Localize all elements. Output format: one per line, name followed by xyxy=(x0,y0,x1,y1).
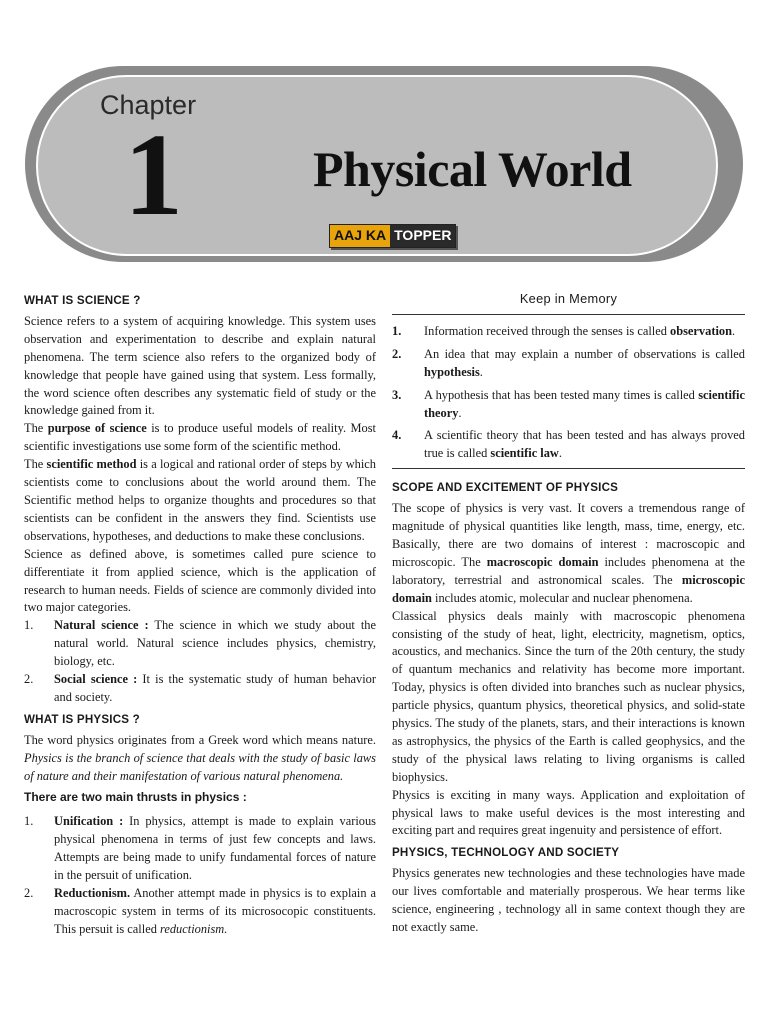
chapter-number: 1 xyxy=(124,109,183,240)
heading-technology-society: PHYSICS, TECHNOLOGY AND SOCIETY xyxy=(392,846,620,860)
chapter-label: Chapter xyxy=(100,90,197,120)
chapter-title: Physical World xyxy=(313,141,632,197)
keep-in-memory-divider xyxy=(392,468,745,469)
heading-scope: SCOPE AND EXCITEMENT OF PHYSICS xyxy=(392,481,619,495)
keep-item-theory: 3. A hypothesis that has been tested many times is called scientific theory. xyxy=(392,387,745,420)
keep-item-law: 4. A scientific theory that has been tested and has always proved true is called scientific law. xyxy=(392,428,745,461)
paragraph-scientific-method: The scientific method is a logical and rational order of steps by which scientists come to conclusions about the world around them. The Scientific method helps to organize thoughts and procedures so that scientists can be confident in the answers they find. Scientists use observations, hypotheses, and deductions to make these conclusions. xyxy=(24,457,376,543)
heading-what-is-science: WHAT IS SCIENCE ? xyxy=(24,294,141,307)
list-item-reductionism: 2. Reductionism. Another attempt made in physics is to explain a macroscopic system in terms of its microsocopic constituents. This persuit is called reductionism. xyxy=(24,886,376,936)
aaj-ka-topper-logo xyxy=(329,224,456,248)
heading-what-is-physics: WHAT IS PHYSICS ? xyxy=(24,712,140,726)
paragraph-scope: The scope of physics is very vast. It covers a tremendous range of magnitude of physical quantities like length, mass, time, energy, etc. Basically, there are two domains of interest : macroscopic and microscopic. The macroscopic domain includes phenomena at the laboratory, terrestrial and astronomical scales. The microscopic domain includes atomic, molecular and nuclear phenomena. xyxy=(392,501,745,605)
keep-in-memory-list xyxy=(392,323,745,463)
paragraph-exciting: Physics is exciting in many ways. Application and exploitation of physical laws to make useful devices is the most interesting and exciting part and requires great ingenuity and persistence of effort. xyxy=(392,787,745,838)
paragraph-physics-definition: The word physics originates from a Greek word which means nature. Physics is the branch of science that deals with the study of basic laws of nature and their manifestation of various natural phenomena. xyxy=(24,732,376,783)
list-item-natural-science: 1. Natural science : The science in which we study about the natural world. Natural science includes physics, chemistry, biology, etc. xyxy=(24,618,376,669)
paragraph-pure-science: Science as defined above, is sometimes called pure science to differentiate it from applied science, which is the application of research to human needs. Fields of science are commonly divided into two major categories. xyxy=(24,546,376,615)
keep-item-observation: 1. Information received through the senses is called observation. xyxy=(392,323,736,338)
paragraph-science-definition: Science refers to a system of acquiring knowledge. This system uses observation and experimentation to describe and explain natural phenomena. The term science also refers to the organized body of knowledge that people have gained using that system. Less formally, the word science often describes any systematic field of study or the knowledge gained from it. xyxy=(24,313,376,418)
right-column xyxy=(392,290,745,937)
keep-in-memory-title: Keep in Memory xyxy=(392,290,745,315)
list-item-unification: 1. Unification : In physics, attempt is made to explain various physical phenomena in terms of just few concepts and laws. Attempts are being made to unify fundamental forces of nature in the persuit of unification. xyxy=(24,814,376,883)
paragraph-technology: Physics generates new technologies and these technologies have made our lives comfortable and materially prosperous. We hear terms like science, engineering , technology all in same context though they are not exactly same. xyxy=(392,866,745,934)
keep-item-hypothesis: 2. An idea that may explain a number of observations is called hypothesis. xyxy=(392,346,745,379)
left-column xyxy=(24,290,376,939)
paragraph-purpose: The purpose of science is to produce useful models of reality. Most scientific investigations use some form of the scientific method. xyxy=(24,421,376,454)
list-item-social-science: 2. Social science : It is the systematic study of human behavior and society. xyxy=(24,672,376,704)
paragraph-classical-physics: Classical physics deals mainly with macroscopic phenomena consisting of the study of heat, light, electricity, magnetism, optics, acoustics, and mechanics. Since the turn of the 20th century, the study of quantum mechanics and relativity has become more important. Today, physics is often divided into branches such as nuclear physics, particle physics, quantum physics, theoretical physics, and solid-state physics. The study of the planets, stars, and their interactions is known as astrophysics, the physics of the Earth is called geophysics, and the study of the physical laws relating to living organisms is called biophysics. xyxy=(392,608,745,784)
heading-two-thrusts: There are two main thrusts in physics : xyxy=(24,790,247,805)
logo-right-text: TOPPER xyxy=(390,225,455,247)
logo-left-text: AAJ KA xyxy=(330,225,390,247)
